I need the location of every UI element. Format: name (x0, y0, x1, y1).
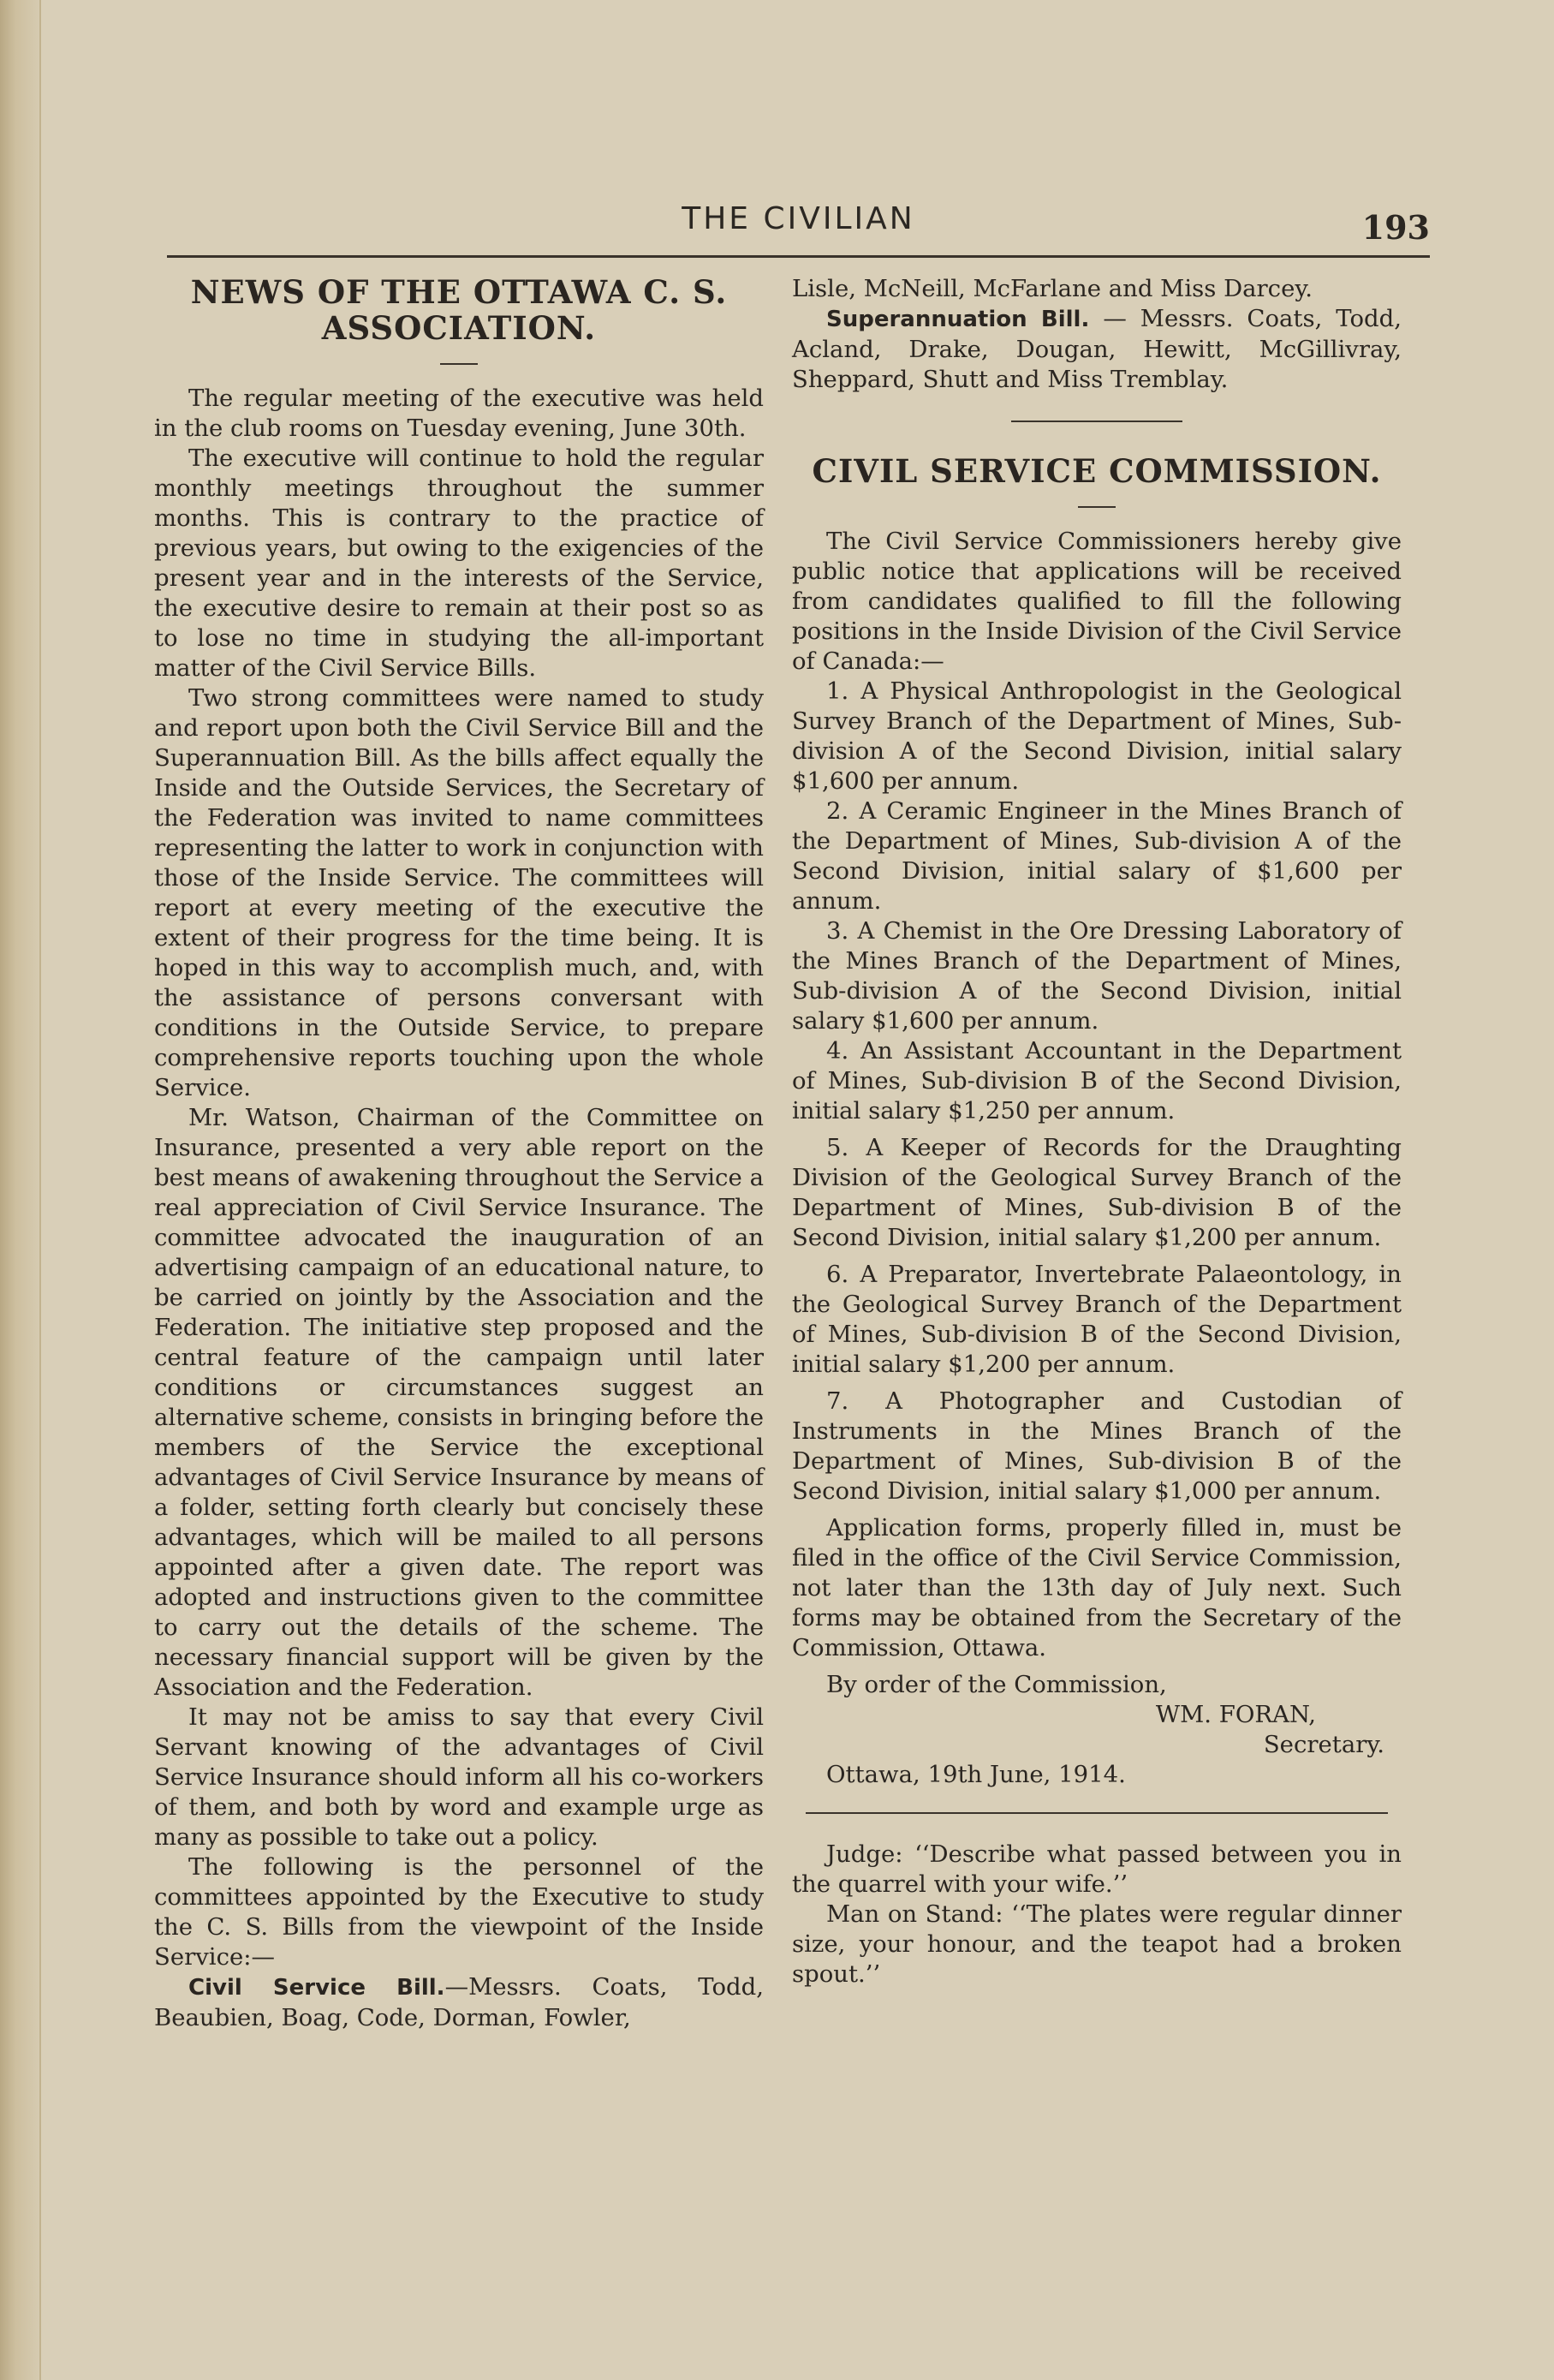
running-title: THE CIVILIAN (682, 201, 915, 236)
anecdote-line: Judge: ‘‘Describe what passed between you in the quarrel with your wife.’’ (792, 1840, 1402, 1898)
bill-members: —Messrs. Coats, Todd, Beaubien, Boag, Code, Dorman, Fowler, (154, 1973, 764, 2031)
binding-spine (0, 0, 41, 2380)
commission-intro: The Civil Service Commissioners hereby give public notice that applications will be received from candidates qualified to fill the following positions in the Inside Division of the Civil Service of Canada:— (792, 528, 1402, 675)
continuation-text: Lisle, McNeill, McFarlane and Miss Darcey. (792, 275, 1313, 302)
position-item: 6. A Preparator, Invertebrate Palaeontology, in the Geological Survey Branch of the Department of Mines, Sub-division B of the Second Division, initial salary $1,200 per annum. (792, 1261, 1402, 1378)
paragraph: Mr. Watson, Chairman of the Committee on Insurance, presented a very able report on the best means of awakening throughout the Service a real appreciation of Civil Service Insurance. The committee advocated the inauguration of an advertising campaign of an educational nature, to be carried on jointly by the Association and the Federation. The initiative step proposed and the central feature of the campaign until later conditions or circumstances suggest an alternative scheme, consists in bringing before the members of the Service the exceptional advantages of Civil Service Insurance by means of a folder, setting forth clearly but concisely these advantages, which will be mailed to all persons appointed after a given date. The report was adopted and instructions given to the committee to carry out the details of the scheme. The necessary financial support will be given by the Association and the Federation. (154, 1104, 764, 1701)
position-item: 5. A Keeper of Records for the Draughting Division of the Geological Survey Branch of the Department of Mines, Sub-division B of the Second Division, initial salary $1,200 per annum. (792, 1134, 1402, 1251)
position-item: 7. A Photographer and Custodian of Instruments in the Mines Branch of the Department of Mines, Sub-division B of the Second Division, initial salary $1,000 per annum. (792, 1387, 1402, 1505)
paragraph: The following is the personnel of the committees appointed by the Executive to study the C. S. Bills from the viewpoint of the Inside Service:— (154, 1853, 764, 1971)
header-rule (167, 255, 1430, 258)
right-column (792, 274, 1402, 1989)
anecdote-line: Man on Stand: ‘‘The plates were regular dinner size, your honour, and the teapot had a broken spout.’’ (792, 1900, 1402, 1988)
position-item: 4. An Assistant Accountant in the Department of Mines, Sub-division B of the Second Division, initial salary $1,250 per annum. (792, 1037, 1402, 1124)
paragraph: Two strong committees were named to study and report upon both the Civil Service Bill and the Superannuation Bill. As the bills affect equally the Inside and the Outside Services, the Secretary of the Federation was invited to name committees representing the latter to work in conjunction with those of the Inside Service. The committees will report at every meeting of the executive the extent of their progress for the time being. It is hoped in this way to accomplish much, and, with the assistance of persons conversant with conditions in the Outside Service, to prepare comprehensive reports touching upon the whole Service. (154, 684, 764, 1101)
headline-dash (440, 363, 478, 365)
section-divider (806, 1812, 1388, 1814)
association-headline: NEWS OF THE OTTAWA C. S. ASSOCIATION. (190, 273, 728, 347)
left-column (154, 274, 764, 2033)
superannuation-committee (792, 304, 1402, 395)
superannuation-label: Superannuation Bill. (826, 307, 1090, 332)
signatory-name: WM. FORAN, (1155, 1701, 1316, 1728)
paragraph: It may not be amiss to say that every Civil Servant knowing of the advantages of Civil Service Insurance should inform all his co-workers of them, and both by word and example urge as many as possible to take out a policy. (154, 1703, 764, 1851)
position-item: 1. A Physical Anthropologist in the Geological Survey Branch of the Department of Mines, Sub-division A of the Second Division, initial salary $1,600 per annum. (792, 677, 1402, 795)
position-item: 3. A Chemist in the Ore Dressing Laboratory of the Mines Branch of the Department of Mines, Sub-division A of the Second Division, initial salary $1,600 per annum. (792, 917, 1402, 1035)
superannuation-members: — Messrs. Coats, Todd, Acland, Drake, Dougan, Hewitt, McGillivray, Sheppard, Shutt and Miss Tremblay. (792, 305, 1402, 393)
page-header (167, 193, 1430, 253)
page-number: 193 (1361, 208, 1430, 247)
application-notice: Application forms, properly filled in, must be filed in the office of the Civil Service Commission, not later than the 13th day of July next. Such forms may be obtained from the Secretary of the Commission, Ottawa. (792, 1514, 1402, 1661)
civil-service-bill-committee (154, 1972, 764, 2033)
by-order: By order of the Commission, (826, 1671, 1167, 1698)
dateline: Ottawa, 19th June, 1914. (826, 1761, 1126, 1788)
headline-dash (1078, 506, 1116, 508)
paragraph: The regular meeting of the executive was held in the club rooms on Tuesday evening, June 30th. (154, 385, 764, 442)
paragraph: The executive will continue to hold the regular monthly meetings throughout the summer months. This is contrary to the practice of previous years, but owing to the exigencies of the present year and in the interests of the Service, the executive desire to remain at their post so as to lose no time in studying the all-important matter of the Civil Service Bills. (154, 444, 764, 682)
section-divider (1011, 421, 1182, 422)
bill-label: Civil Service Bill. (188, 1975, 445, 2001)
signatory-title: Secretary. (1263, 1731, 1384, 1758)
commission-headline: CIVIL SERVICE COMMISSION. (812, 452, 1382, 490)
position-item: 2. A Ceramic Engineer in the Mines Branch of the Department of Mines, Sub-division A of the Second Division, initial salary of $1,600 per annum. (792, 797, 1402, 915)
